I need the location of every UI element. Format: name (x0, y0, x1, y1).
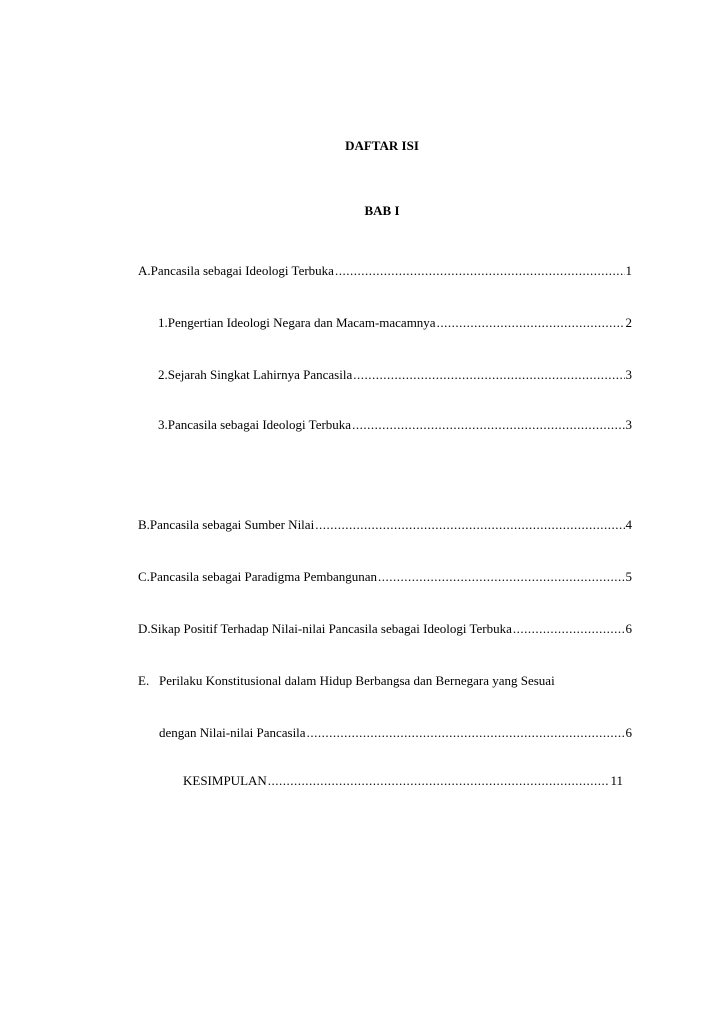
chapter-heading: BAB I (364, 203, 400, 218)
toc-page-number: 3 (625, 367, 632, 382)
toc-entry-text: Pancasila sebagai Sumber Nilai (149, 517, 315, 532)
toc-marker: 3. (158, 417, 168, 432)
toc-entry-a1[interactable] (158, 314, 632, 332)
toc-entry-text: Sejarah Singkat Lahirnya Pancasila (167, 367, 353, 382)
toc-page-number: 4 (625, 517, 632, 532)
dot-leader (268, 772, 610, 790)
dot-leader (315, 516, 624, 534)
toc-marker: B. (138, 517, 150, 532)
toc-entry-c[interactable] (138, 568, 632, 586)
toc-entry-text: Pancasila sebagai Ideologi Terbuka (167, 417, 352, 432)
toc-entry-a[interactable] (138, 262, 632, 280)
dot-leader (352, 416, 624, 434)
toc-page-number: 3 (625, 417, 632, 432)
toc-entry-text: Perilaku Konstitusional dalam Hidup Berbangsa dan Bernegara yang Sesuai (159, 673, 555, 688)
dot-leader (378, 568, 625, 586)
toc-entry-text: Pancasila sebagai Ideologi Terbuka (150, 263, 334, 278)
toc-entry-kesimpulan[interactable] (183, 772, 623, 790)
toc-marker: A. (138, 263, 151, 278)
toc-marker: C. (138, 569, 150, 584)
toc-entry-e-continuation[interactable] (159, 724, 632, 742)
toc-heading: DAFTAR ISI (345, 138, 419, 153)
toc-entry-a3[interactable] (158, 416, 632, 434)
toc-marker: D. (138, 621, 151, 636)
toc-marker: 1. (158, 315, 168, 330)
toc-entry-b[interactable] (138, 516, 632, 534)
toc-entry-d[interactable] (138, 620, 632, 638)
dot-leader (437, 314, 625, 332)
toc-entry-e[interactable] (138, 672, 555, 690)
toc-entry-text-continuation: dengan Nilai-nilai Pancasila (159, 725, 306, 740)
toc-page-number: 5 (625, 569, 632, 584)
toc-page-number: 1 (625, 263, 632, 278)
dot-leader (513, 620, 625, 638)
dot-leader (335, 262, 625, 280)
toc-entry-text: KESIMPULAN (183, 773, 267, 788)
toc-entry-text: Pengertian Ideologi Negara dan Macam-macamnya (167, 315, 436, 330)
toc-entry-text: Sikap Positif Terhadap Nilai-nilai Pancasila sebagai Ideologi Terbuka (150, 621, 512, 636)
dot-leader (307, 724, 625, 742)
toc-entry-a2[interactable] (158, 366, 632, 384)
toc-marker: 2. (158, 367, 168, 382)
toc-marker: E. (138, 673, 150, 688)
toc-page-number: 11 (610, 773, 623, 788)
dot-leader (353, 366, 624, 384)
toc-page-number: 6 (625, 725, 632, 740)
toc-page-number: 2 (625, 315, 632, 330)
toc-entry-text: Pancasila sebagai Paradigma Pembangunan (149, 569, 377, 584)
toc-page-number: 6 (625, 621, 632, 636)
